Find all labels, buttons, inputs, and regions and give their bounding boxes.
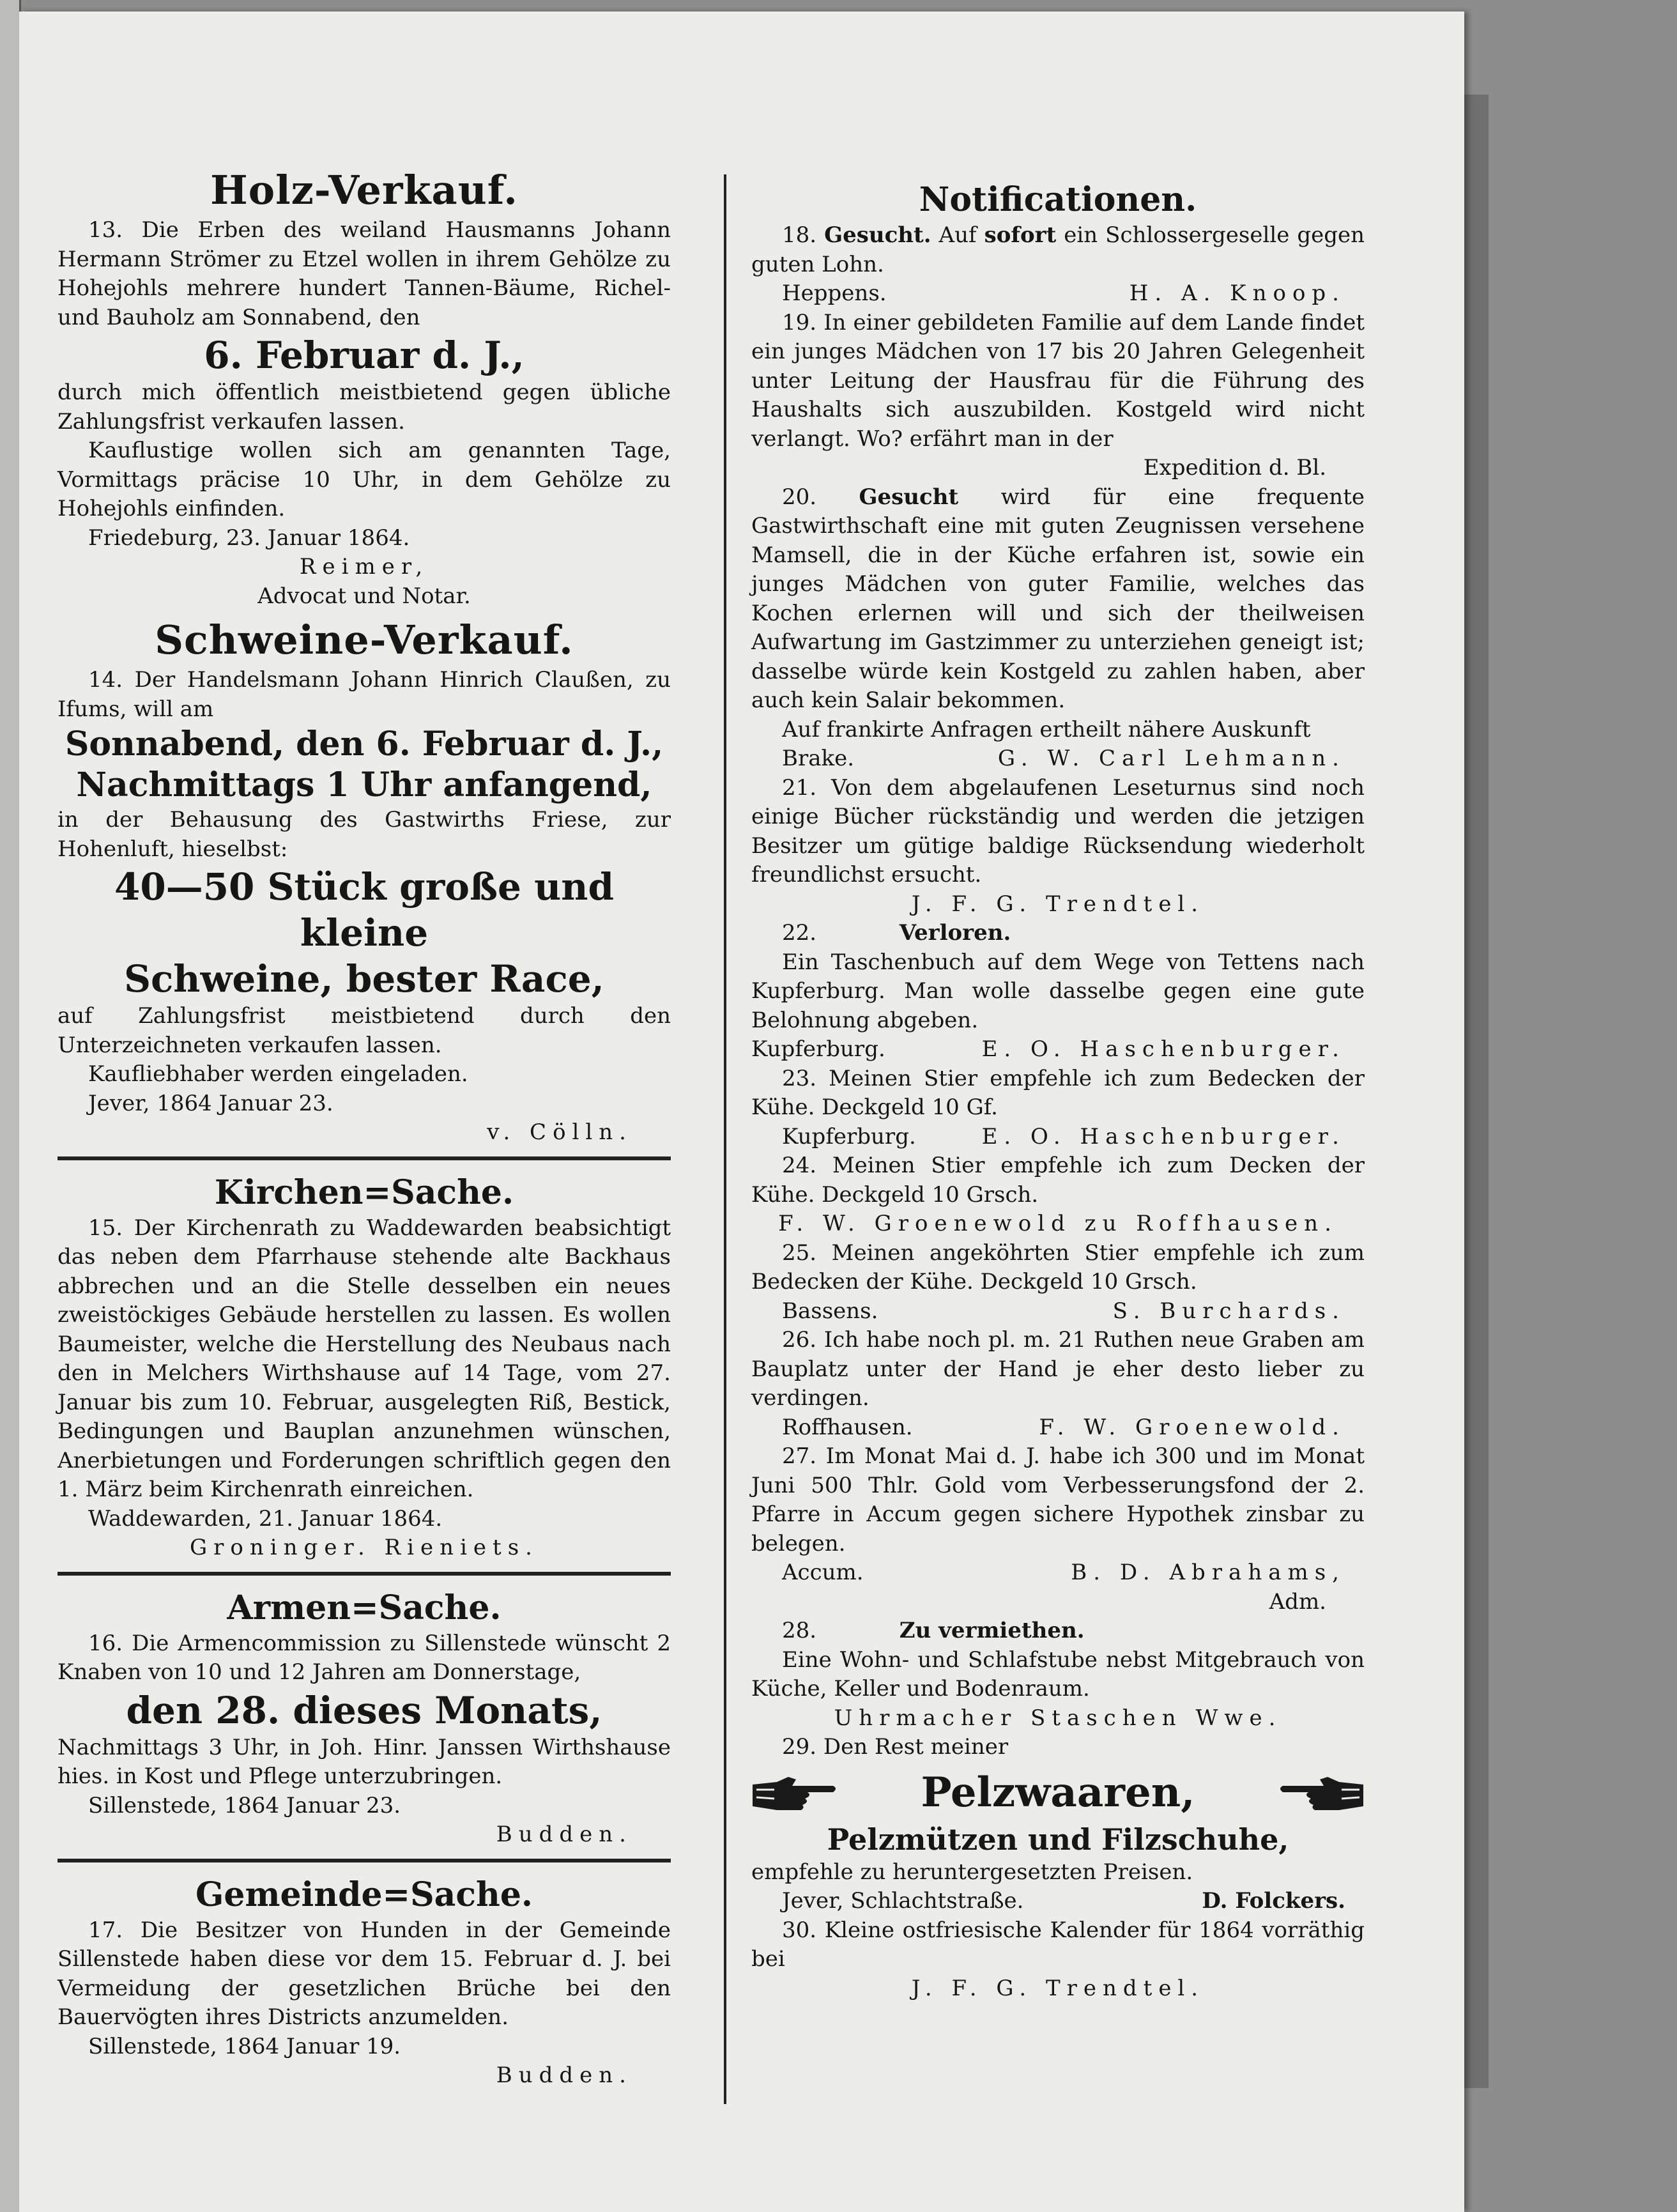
notice-23-footer xyxy=(751,1123,1365,1152)
notice-29: 29. Den Rest meiner xyxy=(782,1734,1009,1760)
gemeinde-paragraph: 17. Die Besitzer von Hunden in der Gemeinde Sillenstede haben diese vor dem 15. Februar d. J. bei Vermeidung der gesetzlichen Brüche bei den Bauervögten ihres Districts anzumelden. xyxy=(57,1917,671,2030)
notice-24-signature: F. W. Groenewold zu Roffhausen. xyxy=(778,1211,1338,1236)
armen-date: den 28. dieses Monats, xyxy=(126,1688,602,1732)
armen-paragraph-1: 16. Die Armencommission zu Sillenstede wünscht 2 Knaben von 10 und 12 Jahren am Donnerstage, xyxy=(57,1630,671,1685)
notice-25-footer xyxy=(751,1297,1365,1326)
schweine-signature: v. Cölln. xyxy=(487,1119,632,1145)
notice-20-place: Brake. xyxy=(782,746,855,771)
gemeinde-signature: Budden. xyxy=(496,2062,632,2088)
holz-paragraph-2: durch mich öffentlich meistbietend gegen übliche Zahlungsfrist verkaufen lassen. xyxy=(57,380,671,434)
holz-date: 6. Februar d. J., xyxy=(204,334,525,377)
notice-28-number: 28. xyxy=(782,1618,817,1643)
section-rule xyxy=(57,1156,671,1160)
notice-18-place: Heppens. xyxy=(782,280,887,306)
pelzwaaren-subtitle: Pelzmützen und Filzschuhe, xyxy=(827,1822,1289,1857)
schweine-date: Sonnabend, den 6. Februar d. J., xyxy=(65,725,664,764)
left-column xyxy=(57,165,671,2091)
notice-22-signature: E. O. Haschenburger. xyxy=(981,1036,1345,1062)
notice-27-place: Accum. xyxy=(782,1560,864,1585)
notice-21-signature: J. F. G. Trendtel. xyxy=(911,891,1205,917)
notice-20-footer xyxy=(751,744,1365,774)
notice-20-signature: G. W. Carl Lehmann. xyxy=(997,746,1345,771)
gemeinde-sache-heading: Gemeinde=Sache. xyxy=(195,1875,533,1914)
notice-23-signature: E. O. Haschenburger. xyxy=(981,1123,1345,1149)
notice-22-footer xyxy=(751,1035,1365,1064)
notice-27-footer xyxy=(751,1558,1365,1588)
notice-23: 23. Meinen Stier empfehle ich zum Bedecken der Kühe. Deckgeld 10 Gf. xyxy=(751,1065,1365,1120)
schweine-place-date: Jever, 1864 Januar 23. xyxy=(88,1090,333,1116)
notice-18-text-b: ein Schlossergeselle gegen guten Lohn. xyxy=(751,222,1365,277)
armen-paragraph-2: Nachmittags 3 Uhr, in Joh. Hinr. Janssen Wirthshause hies. in Kost und Pflege unterzubringen. xyxy=(57,1734,671,1789)
notice-20-p2: Auf frankirte Anfragen ertheilt nähere Auskunft xyxy=(782,716,1311,742)
notice-18-signature: H. A. Knoop. xyxy=(1129,280,1345,306)
notice-28-heading xyxy=(751,1617,1365,1646)
notice-28-signature: Uhrmacher Staschen Wwe. xyxy=(834,1705,1282,1731)
previous-page-edge xyxy=(0,0,21,2212)
gemeinde-place-date: Sillenstede, 1864 Januar 19. xyxy=(88,2033,401,2059)
notice-30-signature: J. F. G. Trendtel. xyxy=(911,1975,1205,2001)
notice-18-text-a: Auf xyxy=(931,222,984,248)
notice-27: 27. Im Monat Mai d. J. habe ich 300 und im Monat Juni 500 Thlr. Gold vom Verbesserungsfond der 2. Pfarre in Accum gegen sichere Hypothek zinsbar zu belegen. xyxy=(751,1443,1365,1556)
schweine-race: Schweine, bester Race, xyxy=(124,957,604,1001)
notice-29-footer xyxy=(751,1887,1365,1916)
notice-29-place: Jever, Schlachtstraße. xyxy=(782,1888,1024,1914)
notice-20-keyword: Gesucht xyxy=(859,484,959,510)
notice-19: 19. In einer gebildeten Familie auf dem Lande findet ein junges Mädchen von 17 bis 20 Jahren Gelegenheit unter Leitung der Hausfrau für die Führung des Haushalts sich auszubilden. Kostgeld wird nicht verlangt. Wo? erfährt man in der xyxy=(751,309,1365,452)
schweine-paragraph-2: in der Behausung des Gastwirths Friese, zur Hohenluft, hieselbst: xyxy=(57,807,671,862)
notice-20-text: wird für eine frequente Gastwirthschaft eine mit guten Zeugnissen versehene Mamsell, die in der Küche erfahren ist, sowie ein junges Mädchen von guter Familie, welches das Kochen erlernen will und sich der theilweisen Aufwartung im Gastzimmer zu unterziehen geneigt ist; dasselbe würde kein Kostgeld zu zahlen haben, aber auch kein Salair bekommen. xyxy=(751,484,1365,713)
notice-25-signature: S. Burchards. xyxy=(1112,1298,1345,1324)
notice-25-place: Bassens. xyxy=(782,1298,878,1324)
armen-signature: Budden. xyxy=(496,1822,632,1847)
notice-23-place: Kupferburg. xyxy=(782,1123,916,1149)
schweine-paragraph-3: auf Zahlungsfrist meistbietend durch den Unterzeichneten verkaufen lassen. xyxy=(57,1003,671,1058)
section-rule xyxy=(57,1859,671,1863)
notificationen-heading: Notificationen. xyxy=(919,180,1197,219)
section-rule xyxy=(57,1572,671,1576)
holz-verkauf-heading: Holz-Verkauf. xyxy=(210,167,518,213)
holz-place-date: Friedeburg, 23. Januar 1864. xyxy=(88,525,410,551)
notice-18-sofort: sofort xyxy=(984,222,1057,248)
notice-22-title: Verloren. xyxy=(899,920,1011,946)
notice-29-signature: D. Folckers. xyxy=(1202,1888,1345,1914)
notice-27-signature: B. D. Abrahams, xyxy=(1071,1560,1345,1585)
notice-20-number: 20. xyxy=(782,484,817,510)
notice-22-heading xyxy=(751,919,1365,948)
holz-signature-title: Advocat und Notar. xyxy=(257,583,471,609)
newspaper-page xyxy=(19,12,1464,2212)
schweine-time: Nachmittags 1 Uhr anfangend, xyxy=(76,765,652,804)
holz-paragraph-3: Kauflustige wollen sich am genannten Tage, Vormittags präcise 10 Uhr, in dem Gehölze zu Hohejohls einfinden. xyxy=(57,438,671,521)
notice-25: 25. Meinen angeköhrten Stier empfehle ich zum Bedecken der Kühe. Deckgeld 10 Grsch. xyxy=(751,1240,1365,1294)
right-column xyxy=(751,179,1365,2003)
notice-22: Ein Taschenbuch auf dem Wege von Tettens nach Kupferburg. Man wolle dasselbe gegen eine gute Belohnung abgeben. xyxy=(751,949,1365,1033)
pelzwaaren-banner xyxy=(751,1767,1365,1818)
notice-22-number: 22. xyxy=(782,920,817,946)
kirchen-place-date: Waddewarden, 21. Januar 1864. xyxy=(88,1505,443,1532)
notice-26-footer xyxy=(751,1413,1365,1443)
notice-24: 24. Meinen Stier empfehle ich zum Decken der Kühe. Deckgeld 10 Grsch. xyxy=(751,1153,1365,1208)
page-stack-edge xyxy=(1464,95,1489,2088)
notice-28: Eine Wohn- und Schlafstube nebst Mitgebrauch von Küche, Keller und Bodenraum. xyxy=(751,1647,1365,1701)
notice-26-signature: F. W. Groenewold. xyxy=(1039,1414,1345,1440)
armen-place-date: Sillenstede, 1864 Januar 23. xyxy=(88,1792,401,1818)
pointing-hand-left-icon xyxy=(1275,1770,1365,1815)
schweine-paragraph-4: Kaufliebhaber werden eingeladen. xyxy=(88,1061,468,1087)
column-divider xyxy=(724,174,726,2104)
notice-27-signature-title: Adm. xyxy=(1269,1588,1326,1615)
notice-22-place: Kupferburg. xyxy=(751,1036,885,1062)
armen-sache-heading: Armen=Sache. xyxy=(227,1588,502,1627)
notice-18-footer xyxy=(751,279,1365,309)
notice-21: 21. Von dem abgelaufenen Leseturnus sind noch einige Bücher rückständig und werden die jetzigen Besitzer um gütige baldige Rücksendung wiederholt freundlichst ersucht. xyxy=(751,774,1365,887)
notice-19-signature: Expedition d. Bl. xyxy=(1143,455,1326,480)
schweine-paragraph-1: 14. Der Handelsmann Johann Hinrich Claußen, zu Ifums, will am xyxy=(57,667,671,722)
kirchen-paragraph: 15. Der Kirchenrath zu Waddewarden beabsichtigt das neben dem Pfarrhause stehende alte Backhaus abbrechen und an die Stelle desselben ein neues zweistöckiges Gebäude herstellen zu lassen. Es wollen Baumeister, welche die Herstellung des Neubaus nach den in Melchers Wirthshause auf 14 Tage, vom 27. Januar bis zum 10. Februar, ausgelegten Riß, Bestick, Bedingungen und Bauplan anzunehmen wünschen, Anerbietungen und Forderungen schriftlich gegen den 1. März beim Kirchenrath einreichen. xyxy=(57,1215,671,1502)
notice-26-place: Roffhausen. xyxy=(782,1414,913,1440)
schweine-count: 40—50 Stück große und kleine xyxy=(114,865,614,955)
kirchen-signature: Groninger. Rieniets. xyxy=(190,1535,539,1560)
notice-18-number: 18. xyxy=(782,222,817,248)
notice-28-title: Zu vermiethen. xyxy=(899,1618,1085,1643)
pointing-hand-right-icon xyxy=(751,1770,841,1815)
notice-18-keyword: Gesucht. xyxy=(824,222,931,248)
notice-29-p2: empfehle zu heruntergesetzten Preisen. xyxy=(751,1859,1193,1885)
notice-20 xyxy=(751,483,1365,716)
schweine-verkauf-heading: Schweine-Verkauf. xyxy=(155,617,574,663)
kirchen-sache-heading: Kirchen=Sache. xyxy=(214,1172,514,1212)
pelzwaaren-title: Pelzwaaren, xyxy=(921,1768,1195,1816)
notice-30: 30. Kleine ostfriesische Kalender für 1864 vorräthig bei xyxy=(751,1917,1365,1972)
holz-signature: Reimer, xyxy=(299,554,429,580)
holz-paragraph-1: 13. Die Erben des weiland Hausmanns Johann Hermann Strömer zu Etzel wollen in ihrem Gehölze zu Hohejohls mehrere hundert Tannen-Bäume, Richel- und Bauholz am Sonnabend, den xyxy=(57,217,671,330)
notice-18 xyxy=(751,221,1365,279)
notice-26: 26. Ich habe noch pl. m. 21 Ruthen neue Graben am Bauplatz unter der Hand je eher desto lieber zu verdingen. xyxy=(751,1327,1365,1411)
